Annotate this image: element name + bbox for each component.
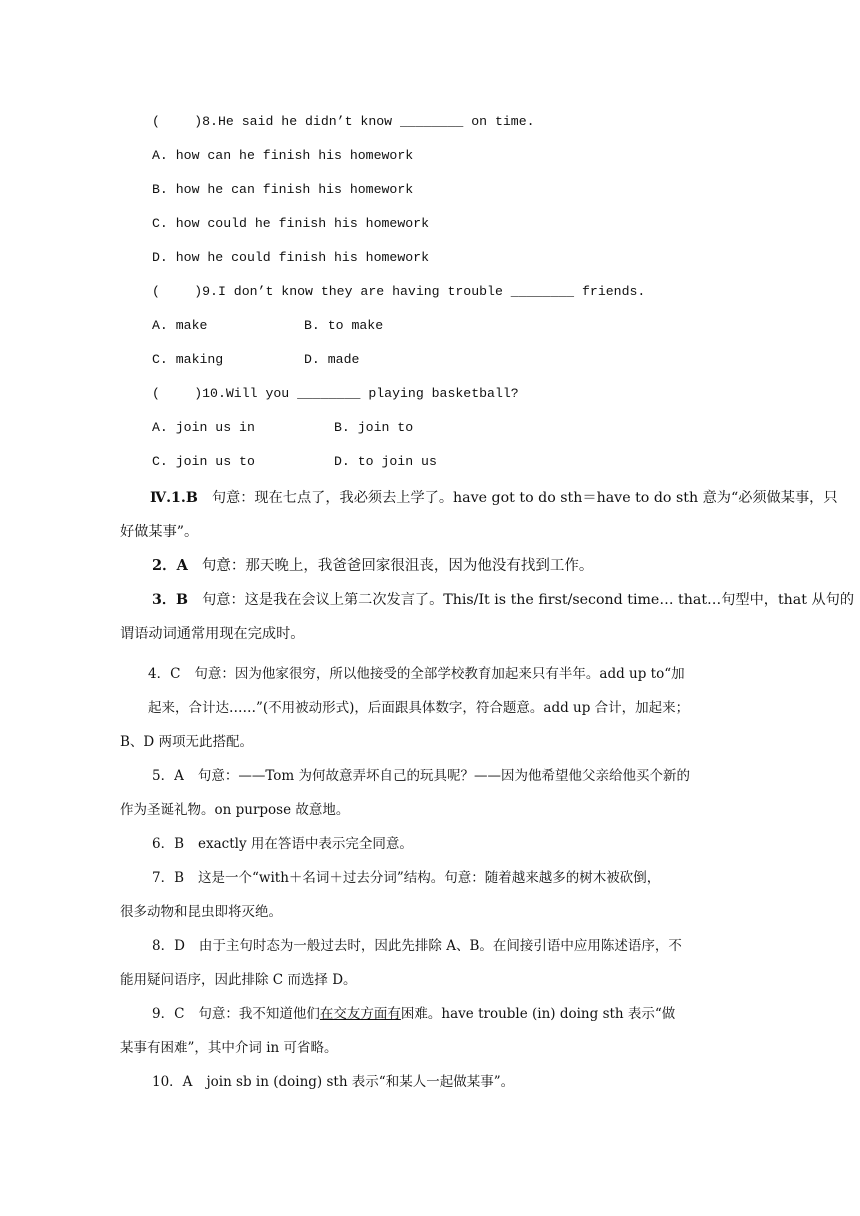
question-8-option-a: A. how can he finish his homework xyxy=(152,148,414,163)
answer-10-key: 10．A xyxy=(152,1074,193,1090)
answer-5-text: 句意：——Tom 为何故意弄坏自己的玩具呢？——因为他希望他父亲给他买个新的 xyxy=(197,768,691,784)
answer-4-line-3: B、D 两项无此搭配。 xyxy=(120,734,254,750)
answer-9-key: 9．C xyxy=(152,1006,185,1022)
answer-3-line-2: 谓语动词通常用现在完成时。 xyxy=(120,626,305,642)
answer-4-text: 句意：因为他家很穷，所以他接受的全部学校教育加起来只有半年。add up to“加 xyxy=(194,666,685,682)
answer-7-text: 这是一个“with＋名词＋过去分词”结构。句意：随着越来越多的树木被砍倒， xyxy=(198,870,661,886)
answer-3-line-1 xyxy=(152,590,854,610)
answer-6-line-1 xyxy=(152,834,413,854)
answer-8-text: 由于主句时态为一般过去时，因此先排除 A、B。在间接引语中应用陈述语序，不 xyxy=(198,938,682,954)
answer-5-line-2: 作为圣诞礼物。on purpose 故意地。 xyxy=(120,802,350,818)
question-9-option-d: D. made xyxy=(304,352,360,367)
question-9-stem: ( )9.I don’t know they are having trouble ________ friends. xyxy=(152,284,646,299)
answer-2-key: 2．A xyxy=(152,557,188,574)
answer-7-line-1 xyxy=(152,868,660,888)
answer-8-line-2: 能用疑问语序，因此排除 C 而选择 D。 xyxy=(120,972,357,988)
question-10-option-a: A. join us in xyxy=(152,420,255,435)
answer-2-text: 句意：那天晚上，我爸爸回家很沮丧，因为他没有找到工作。 xyxy=(201,558,594,574)
answer-9-text-post: 困难。have trouble (in) doing sth 表示“做 xyxy=(400,1006,676,1022)
answer-3-text: 句意：这是我在会议上第二次发言了。This/It is the first/second time… that…句型中，that 从句的 xyxy=(202,592,855,608)
answer-9-underlined-text: 在交友方面有 xyxy=(319,1006,401,1022)
question-8-option-c: C. how could he finish his homework xyxy=(152,216,429,231)
answer-10-text: join sb in (doing) sth 表示“和某人一起做某事”。 xyxy=(206,1074,515,1090)
answer-6-text: exactly 用在答语中表示完全同意。 xyxy=(198,836,413,852)
answer-7-key: 7．B xyxy=(152,870,185,886)
answer-8-key: 8．D xyxy=(152,938,185,954)
answer-7-line-2: 很多动物和昆虫即将灭绝。 xyxy=(120,904,282,920)
answer-2-line-1 xyxy=(152,556,593,576)
answer-6-key: 6．B xyxy=(152,836,185,852)
answer-9-line-1 xyxy=(152,1004,675,1024)
answer-10-line-1 xyxy=(152,1072,514,1092)
question-9-option-a: A. make xyxy=(152,318,208,333)
answer-1-key: Ⅳ.1.B xyxy=(150,490,198,506)
question-10-option-d: D. to join us xyxy=(334,454,437,469)
answer-8-line-1 xyxy=(152,936,682,956)
answer-1-text: 句意：现在七点了，我必须去上学了。have got to do sth＝have to do sth 意为“必须做某事，只 xyxy=(211,490,838,506)
answer-4-line-1 xyxy=(148,664,685,684)
question-8-stem: ( )8.He said he didn’t know ________ on time. xyxy=(152,114,535,129)
answer-1-line-2: 好做某事”。 xyxy=(120,524,199,540)
answer-3-key: 3．B xyxy=(152,592,189,608)
answer-5-key: 5．A xyxy=(152,768,184,784)
question-10-option-b: B. join to xyxy=(334,420,414,435)
answer-9-text-pre: 句意：我不知道他们 xyxy=(198,1006,320,1022)
answer-4-key: 4．C xyxy=(148,666,181,682)
answer-5-line-1 xyxy=(152,766,690,786)
question-8-option-b: B. how he can finish his homework xyxy=(152,182,414,197)
answer-1-line-1 xyxy=(150,488,838,508)
question-10-stem: ( )10.Will you ________ playing basketball? xyxy=(152,386,519,401)
answer-9-line-2: 某事有困难”，其中介词 in 可省略。 xyxy=(120,1040,338,1056)
question-10-option-c: C. join us to xyxy=(152,454,255,469)
question-9-option-b: B. to make xyxy=(304,318,384,333)
answer-4-line-2: 起来，合计达……”(不用被动形式)，后面跟具体数字，符合题意。add up 合计，加起来； xyxy=(148,700,690,716)
question-8-option-d: D. how he could finish his homework xyxy=(152,250,429,265)
question-9-option-c: C. making xyxy=(152,352,224,367)
